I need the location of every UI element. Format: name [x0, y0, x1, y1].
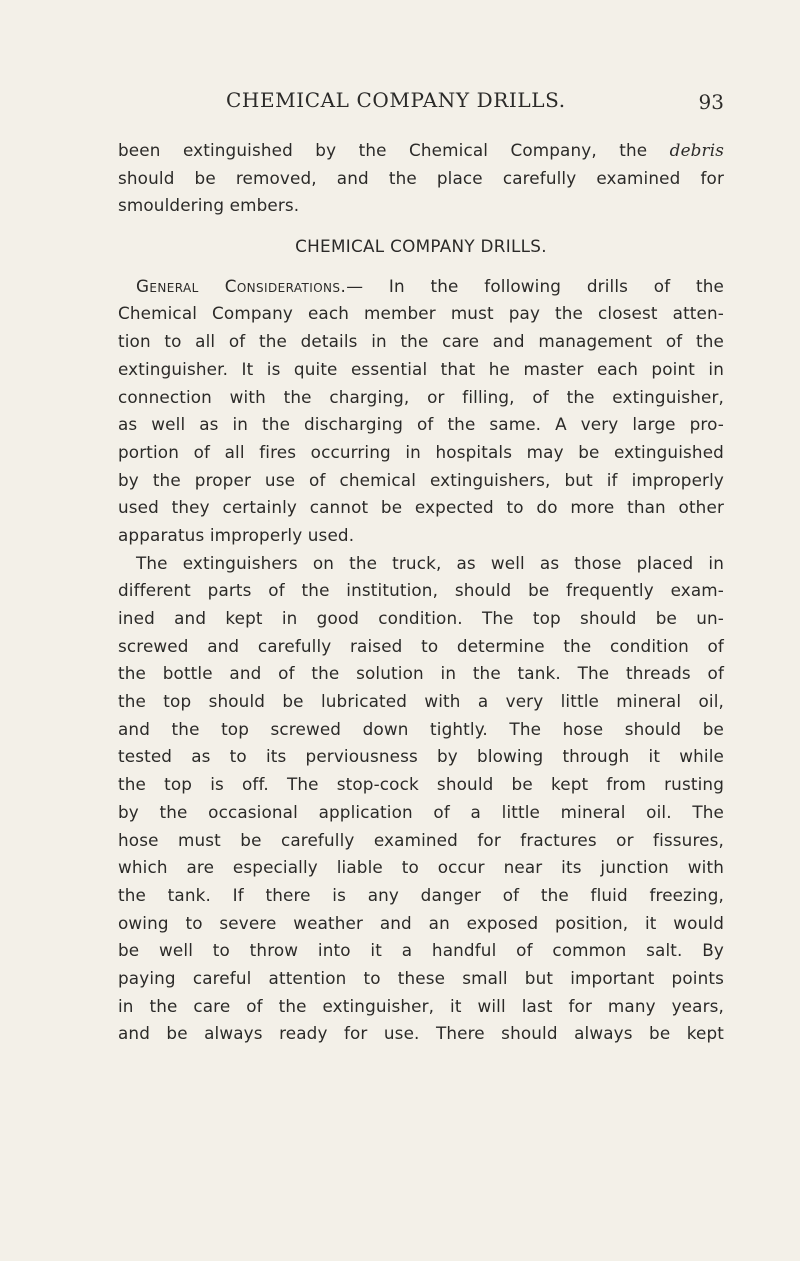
- text-line: hose must be carefully examined for fractures or fissures,: [118, 829, 724, 850]
- text-line: by the proper use of chemical extinguishers, but if improperly: [118, 469, 724, 490]
- text-line: apparatus improperly used.: [118, 524, 355, 545]
- text-line: the top should be lubricated with a very little mineral oil,: [118, 691, 724, 712]
- text-line: as well as in the discharging of the same. A very large pro-: [118, 414, 724, 435]
- text-line: tested as to its perviousness by blowing through it while: [118, 746, 724, 767]
- text-line: be well to throw into it a handful of common salt. By: [118, 940, 724, 961]
- text-line: owing to severe weather and an exposed position, it would: [118, 912, 724, 933]
- text-line: should be removed, and the place carefully examined for: [118, 167, 724, 188]
- text-line: in the care of the extinguisher, it will last for many years,: [118, 995, 724, 1016]
- text-line: different parts of the institution, should be frequently exam-: [118, 580, 724, 601]
- text-line: the top is off. The stop-cock should be kept from rusting: [118, 774, 724, 795]
- run-in-heading: General Considerations.: [136, 275, 347, 296]
- text-line: connection with the charging, or filling, of the extinguisher,: [118, 386, 724, 407]
- text-line: smouldering embers.: [118, 195, 300, 216]
- text-fragment: been extinguished by the Chemical Company, the: [118, 140, 670, 160]
- italic-term: debris: [669, 140, 724, 160]
- text-line: by the occasional application of a little mineral oil. The: [118, 801, 724, 822]
- text-line: tion to all of the details in the care and management of the: [118, 331, 724, 352]
- text-line: [118, 137, 724, 165]
- text-line: paying careful attention to these small but important points: [118, 967, 724, 988]
- text-line: and be always ready for use. There should always be kept: [118, 1023, 724, 1044]
- running-title: CHEMICAL COMPANY DRILLS.: [226, 88, 566, 112]
- text-line: portion of all fires occurring in hospitals may be extinguished: [118, 441, 724, 462]
- text-line: and the top screwed down tightly. The hose should be: [118, 718, 724, 739]
- text-line: Chemical Company each member must pay the closest atten-: [118, 303, 724, 324]
- text-line: the tank. If there is any danger of the fluid freezing,: [118, 884, 724, 905]
- text-line: used they certainly cannot be expected to do more than other: [118, 497, 724, 518]
- text-line: which are especially liable to occur near its junction with: [118, 857, 724, 878]
- text-line: ined and kept in good condition. The top should be un-: [118, 608, 724, 628]
- text-line: the bottle and of the solution in the tank. The threads of: [118, 663, 724, 684]
- text-line: screwed and carefully raised to determine the condition of: [118, 635, 724, 656]
- text-line: The extinguishers on the truck, as well as those placed in: [136, 552, 724, 573]
- running-head: [118, 86, 724, 114]
- text-line: extinguisher. It is quite essential that he master each point in: [118, 358, 724, 379]
- text-fragment: — In the following drills of the: [346, 275, 725, 296]
- page-number: 93: [698, 90, 724, 114]
- body-text: [118, 137, 724, 1048]
- text-line: [118, 273, 724, 301]
- section-heading: CHEMICAL COMPANY DRILLS.: [295, 236, 547, 257]
